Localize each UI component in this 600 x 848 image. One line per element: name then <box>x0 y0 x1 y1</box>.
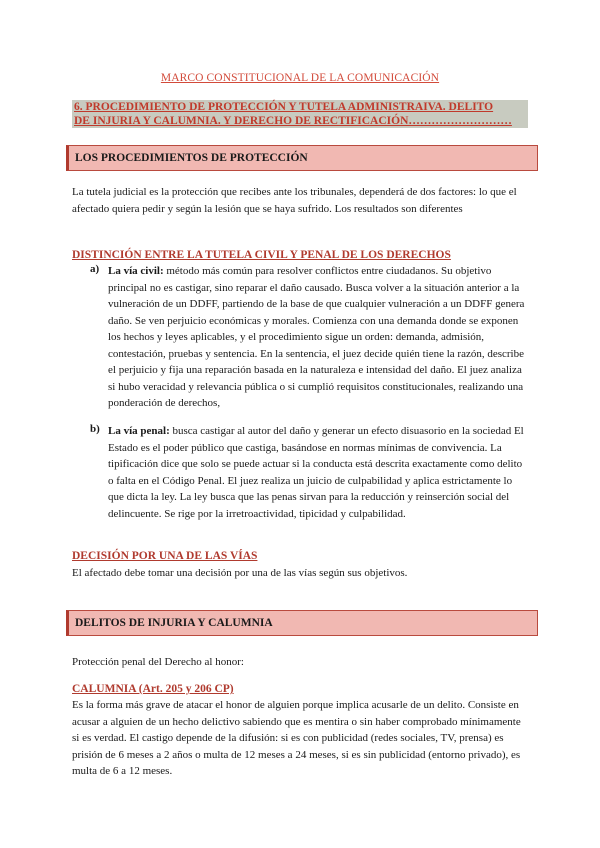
intro-paragraph: La tutela judicial es la protección que recibes ante los tribunales, dependerá de dos factores: lo que el afectado quiera pedir y según la lesión que se haya sufrido. Los resultados son diferentes <box>72 186 517 215</box>
calumnia-paragraph: Es la forma más grave de atacar el honor de alguien porque implica acusarle de un delito. Consiste en acusar a alguien de un hecho delictivo sabiendo que es mentira o sin haber comprobado mínimamente si es verdad. El castigo depende de la difusión: si es con publicidad (redes sociales, TV, prensa) es prisión de 6 meses a 2 años o multa de 12 meses a 24 meses, si es sin publicidad (entorno privado), es multa de 6 a 12 meses. <box>72 699 521 777</box>
subheading-calumnia: CALUMNIA (Art. 205 y 206 CP) <box>72 683 234 695</box>
term-via-civil: La vía civil: <box>108 265 164 277</box>
section-6-line-1: 6. PROCEDIMIENTO DE PROTECCIÓN Y TUTELA ADMINISTRAIVA. DELITO <box>74 101 494 113</box>
subheading-distincion: DISTINCIÓN ENTRE LA TUTELA CIVIL Y PENAL DE LOS DERECHOS <box>72 249 451 261</box>
list-item-via-civil <box>108 263 528 412</box>
honor-paragraph: Protección penal del Derecho al honor: <box>72 656 244 668</box>
term-via-penal: La vía penal: <box>108 425 170 437</box>
section-6-line-2: DE INJURIA Y CALUMNIA. Y DERECHO DE RECTIFICACIÓN……………………… <box>74 115 512 127</box>
decision-paragraph: El afectado debe tomar una decisión por una de las vías según sus objetivos. <box>72 567 408 579</box>
list-marker-a: a) <box>90 263 100 275</box>
heading-procedimientos: LOS PROCEDIMIENTOS DE PROTECCIÓN <box>66 145 538 171</box>
heading-delitos: DELITOS DE INJURIA Y CALUMNIA <box>66 610 538 636</box>
via-civil-text: método más común para resolver conflictos entre ciudadanos. Su objetivo principal no es castigar, sino reparar el daño causado. Busca volver a la situación anterior a la vulneración de un DDFF, partiendo de la base de que cualquier vulneración a un DDFF genera daño. Se ven perjuicio económicas y morales. Comienza con una demanda donde se exponen los hechos y leyes aplicables, y el procedimiento sigue un orden: demanda, admisión, contestación, pruebas y sentencia. En la sentencia, el juez decide quién tiene la razón, describe el perjuicio y fija una reparación basada en la naturaleza e intensidad del daño. El juez analiza si hubo veracidad y relevancia pública o si cumplió requisitos constitucionales, realizando una ponderación de derechos, <box>108 265 525 409</box>
list-item-via-penal <box>108 423 528 522</box>
section-6-title <box>72 100 528 128</box>
via-penal-text: busca castigar al autor del daño y generar un efecto disuasorio en la sociedad El Estado es el poder público que castiga, basándose en normas mínimas de convivencia. La tipificación dice que solo se puede actuar si la conducta está descrita exactamente como delito o falta en el Código Penal. El juez realiza un juicio de culpabilidad y aplica estrictamente lo que dicta la ley. La ley busca que las penas sirvan para la reducción y reinserción social del delincuente. Se rige por la irretroactividad, tipicidad y culpabilidad. <box>108 425 524 520</box>
subheading-decision: DECISIÓN POR UNA DE LAS VÍAS <box>72 550 258 562</box>
list-marker-b: b) <box>90 423 100 435</box>
document-title: MARCO CONSTITUCIONAL DE LA COMUNICACIÓN <box>160 72 440 84</box>
